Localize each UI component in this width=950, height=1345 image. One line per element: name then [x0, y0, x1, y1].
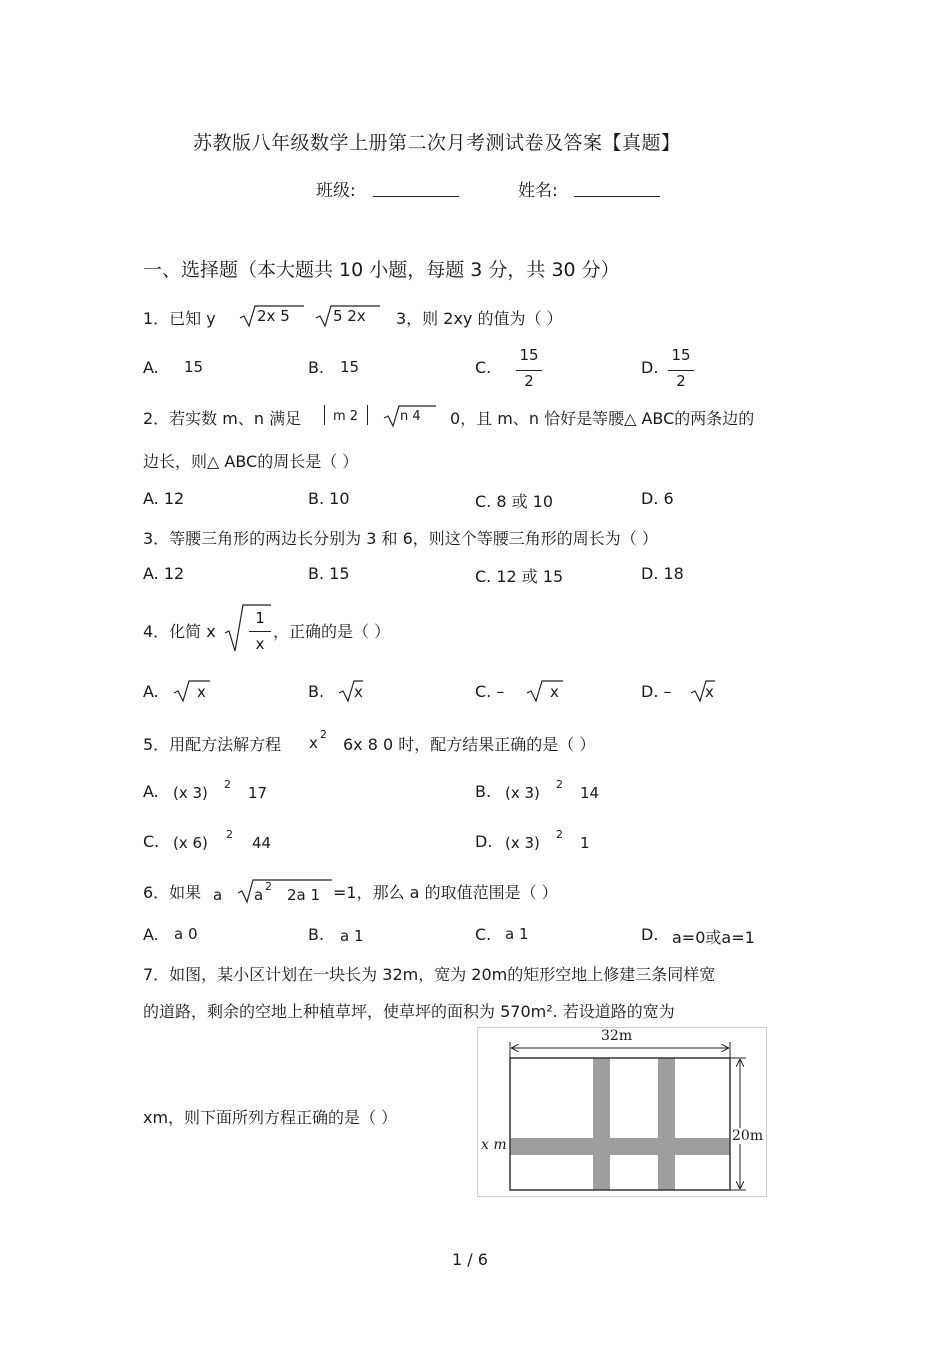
q4-option-b-label: B. [308, 682, 325, 701]
class-blank [373, 195, 459, 197]
fraction-denominator: x [255, 635, 265, 653]
q3-option-c: C. 12 或 15 [475, 567, 564, 586]
q2-option-b: B. 10 [308, 489, 350, 508]
fraction-denominator: 2 [524, 372, 534, 390]
road-width-label: x m [481, 1137, 507, 1153]
q1-option-c-fraction [516, 346, 542, 394]
q3-text: 3．等腰三角形的两边长分别为 3 和 6，则这个等腰三角形的周长为（ ） [143, 529, 658, 548]
q1-option-d-fraction [668, 346, 694, 394]
q5-option-c-expr: (x 6) [173, 834, 208, 852]
q2-option-a: A. 12 [143, 489, 185, 508]
q1-option-b-value: 15 [340, 358, 360, 376]
q5-option-b-value: 14 [580, 784, 600, 802]
q1-option-d-label: D. [641, 358, 659, 377]
q6-lead: 6．如果 [143, 883, 202, 902]
q2-radicand: n 4 [400, 409, 421, 424]
q2-option-d: D. 6 [641, 489, 674, 508]
q5-x: x [309, 734, 318, 752]
name-label: 姓名: [518, 181, 558, 201]
fraction-numerator: 1 [255, 609, 265, 627]
name-blank [574, 195, 660, 197]
q1-option-c-label: C. [475, 358, 492, 377]
q4-option-c-radicand: x [550, 683, 559, 701]
q5-option-c-value: 44 [252, 834, 272, 852]
q4-option-a-label: A. [143, 682, 159, 701]
q4-tail: ，正确的是（ ） [273, 622, 391, 641]
q5-option-b-label: B. [475, 782, 492, 801]
radical-sign [174, 679, 212, 703]
q6-option-a-label: A. [143, 925, 159, 944]
q6-option-c-value: a 1 [505, 925, 529, 943]
q2-mid: 0，且 m、n 恰好是等腰△ ABC的两条边的 [450, 409, 755, 428]
abs-bar-right [367, 405, 370, 425]
field-rectangle [510, 1058, 730, 1190]
q6-option-b-value: a 1 [340, 927, 364, 945]
q1-radicand-1: 2x 5 [257, 307, 290, 325]
q7-line2: 的道路，剩余的空地上种植草坪，使草坪的面积为 570m². 若设道路的宽为 [143, 1002, 675, 1021]
q6-a: a [213, 886, 223, 904]
q5-option-a-exponent: 2 [224, 778, 231, 791]
height-label: 20m [732, 1128, 764, 1144]
q2-absolute-value: m 2 [333, 409, 359, 424]
q3-option-d: D. 18 [641, 564, 684, 583]
q3-option-b: B. 15 [308, 564, 350, 583]
q1-option-a-label: A. [143, 358, 159, 377]
vertical-road-left [593, 1058, 610, 1190]
q5-option-b-exponent: 2 [556, 778, 563, 791]
q4-fraction [249, 609, 271, 657]
q7-line1: 7．如图，某小区计划在一块长为 32m，宽为 20m的矩形空地上修建三条同样宽 [143, 965, 716, 984]
vertical-road-right [658, 1058, 675, 1190]
q6-option-c-label: C. [475, 925, 492, 944]
q4-option-d-radicand: x [705, 683, 714, 701]
q5-rest: 6x 8 0 时，配方结果正确的是（ ） [343, 735, 596, 754]
q6-option-a-value: a 0 [174, 925, 198, 943]
fraction-bar [249, 631, 271, 632]
q5-option-d-label: D. [475, 832, 493, 851]
radical-sign [527, 679, 565, 703]
q2-line2: 边长，则△ ABC的周长是（ ） [143, 452, 359, 471]
fraction-bar [516, 370, 542, 371]
section-heading: 一、选择题（本大题共 10 小题，每题 3 分，共 30 分） [143, 259, 620, 281]
q5-lead: 5．用配方法解方程 [143, 735, 282, 754]
q6-radicand-a: a [254, 886, 264, 904]
q1-option-b-label: B. [308, 358, 325, 377]
class-label: 班级: [316, 181, 356, 201]
horizontal-road [510, 1138, 730, 1155]
q1-radicand-2: 5 2x [333, 307, 366, 325]
fraction-denominator: 2 [676, 372, 686, 390]
page-title: 苏教版八年级数学上册第二次月考测试卷及答案【真题】 [193, 132, 681, 154]
q2-option-c: C. 8 或 10 [475, 492, 554, 511]
q3-option-a: A. 12 [143, 564, 185, 583]
q5-option-d-exponent: 2 [556, 828, 563, 841]
q6-option-d-value: a=0或a=1 [672, 928, 755, 947]
q5-option-c-exponent: 2 [226, 828, 233, 841]
q7-figure [477, 1027, 767, 1197]
abs-bar-left [324, 405, 327, 425]
q5-option-b-expr: (x 3) [505, 784, 540, 802]
q1-option-a-value: 15 [184, 358, 204, 376]
fraction-numerator: 15 [671, 346, 691, 364]
q4-option-d-label: D. – [641, 682, 672, 701]
q4-option-a-radicand: x [197, 683, 206, 701]
q5-option-a-value: 17 [248, 784, 268, 802]
q6-radicand-rest: 2a 1 [287, 886, 321, 904]
q6-tail: =1，那么 a 的取值范围是（ ） [333, 883, 558, 902]
q4-lead: 4．化简 x [143, 622, 216, 641]
q5-option-d-expr: (x 3) [505, 834, 540, 852]
q6-option-d-label: D. [641, 925, 659, 944]
width-label: 32m [601, 1028, 633, 1044]
q1-tail: 3，则 2xy 的值为（ ） [396, 309, 563, 328]
page-number: 1 / 6 [452, 1250, 488, 1269]
q7-line3: xm，则下面所列方程正确的是（ ） [143, 1108, 398, 1127]
q5-option-d-value: 1 [580, 834, 590, 852]
q5-option-c-label: C. [143, 832, 160, 851]
q4-option-c-label: C. – [475, 682, 505, 701]
fraction-numerator: 15 [519, 346, 539, 364]
q5-exponent: 2 [320, 728, 327, 741]
q4-option-b-radicand: x [354, 683, 363, 701]
q6-option-b-label: B. [308, 925, 325, 944]
road-diagram [478, 1028, 766, 1196]
fraction-bar [668, 370, 694, 371]
q5-option-a-label: A. [143, 782, 159, 801]
q2-lead: 2．若实数 m、n 满足 [143, 409, 302, 428]
q1-lead: 1．已知 y [143, 309, 216, 328]
q6-radicand-exponent: 2 [265, 880, 272, 893]
q5-option-a-expr: (x 3) [173, 784, 208, 802]
